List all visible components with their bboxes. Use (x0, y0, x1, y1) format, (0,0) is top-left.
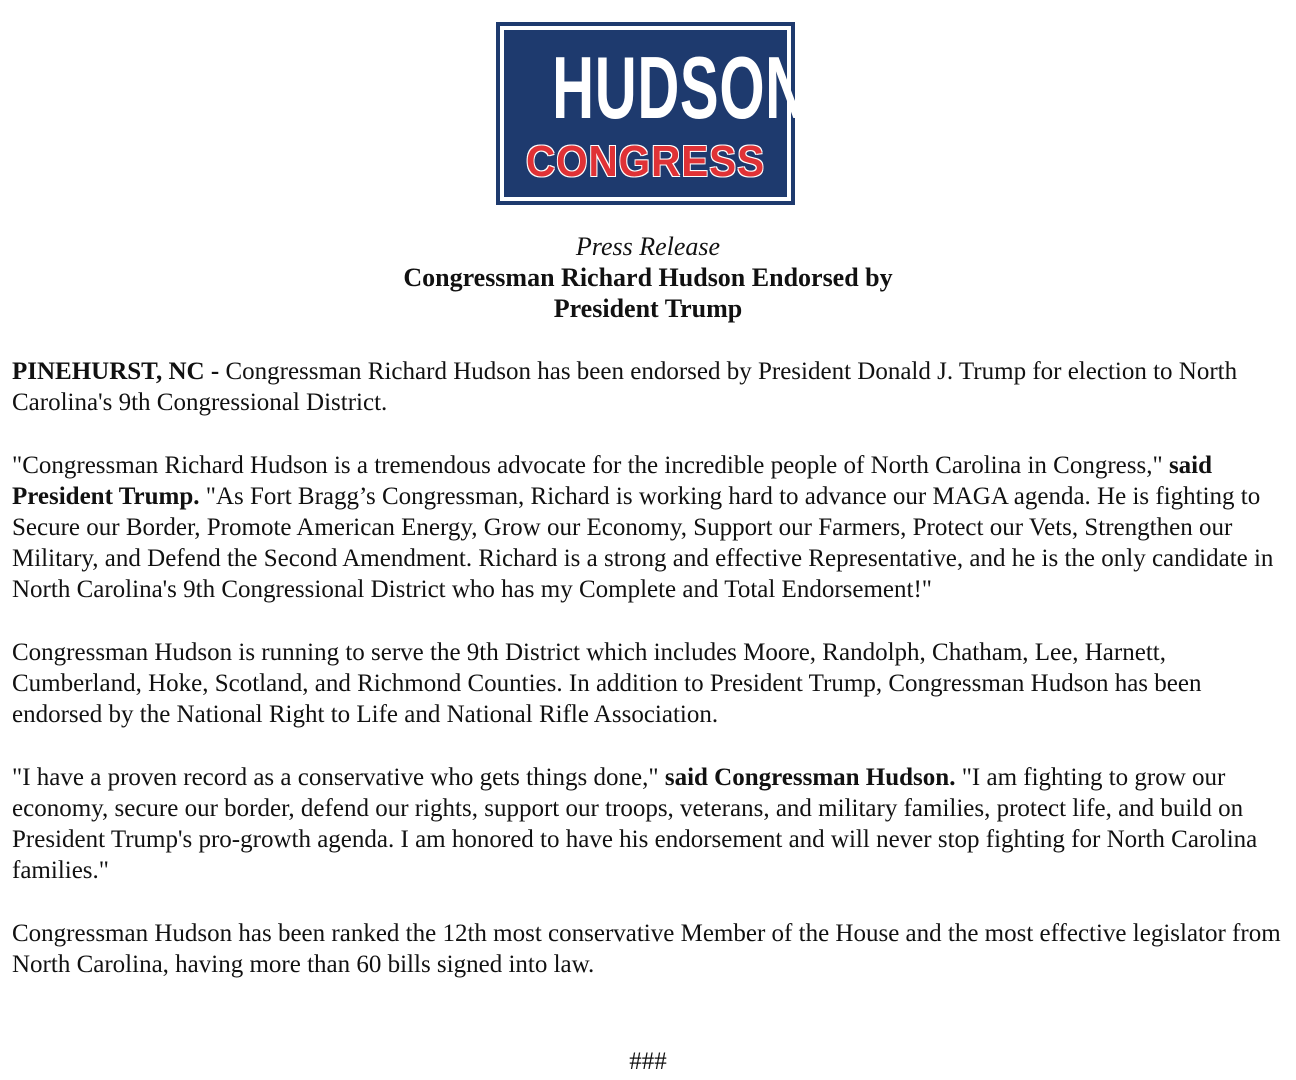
press-release-body (12, 356, 1284, 1011)
trump-attribution: said President Trump. (12, 451, 1213, 510)
trump-quote-part-1: "Congressman Richard Hudson is a tremendous advocate for the incredible people of North Carolina in Congress," (12, 451, 1169, 479)
paragraph-1-text: Congressman Richard Hudson has been endorsed by President Donald J. Trump for election to North Carolina's 9th Congressional District. (12, 358, 1238, 417)
paragraph-trump-quote (12, 450, 1284, 606)
hudson-quote-part-2: "I am fighting to grow our economy, secure our border, defend our rights, support our troops, veterans, and military families, protect life, and build on President Trump's pro-growth agenda. I am honored to have his endorsement and will never stop fighting for North Carolina families." (12, 763, 1258, 885)
logo-panel (504, 30, 808, 197)
trump-quote-part-2: "As Fort Bragg’s Congressman, Richard is working hard to advance our MAGA agenda. He is fighting to Secure our Border, Promote American Energy, Grow our Economy, Support our Farmers, Protect our Vets, Strengthen our Military, and Defend the Second Amendment. Richard is a strong and effective Representative, and he is the only candidate in North Carolina's 9th Congressional District who has my Complete and Total Endorsement!" (12, 482, 1274, 604)
dateline: PINEHURST, NC - (12, 358, 220, 385)
paragraph-hudson-quote (12, 762, 1284, 887)
logo-hudson-text: HUDSON (552, 38, 808, 137)
hudson-attribution: said Congressman Hudson. (664, 763, 956, 791)
end-mark: ### (629, 1048, 667, 1075)
headline (0, 262, 1296, 324)
paragraph-3-text: Congressman Hudson is running to serve the 9th District which includes Moore, Randolph, Chatham, Lee, Harnett, Cumberland, Hoke, Scotland, and Richmond Counties. In addition to President Trump, Congressman Hudson has been endorsed by the National Right to Life and National Rifle Association. (12, 638, 1202, 729)
logo-congress-text: CONGRESS (525, 137, 766, 186)
hudson-congress-logo (496, 22, 808, 205)
headline-line-2: President Trump (553, 294, 743, 323)
headline-line-1: Congressman Richard Hudson Endorsed by (403, 263, 893, 292)
paragraph-dateline (12, 356, 1284, 418)
hudson-quote-part-1: "I have a proven record as a conservative who gets things done," (12, 763, 665, 791)
press-release-label: Press Release (575, 232, 721, 261)
paragraph-ranking (12, 918, 1284, 980)
paragraph-district (12, 637, 1284, 731)
paragraph-5-text: Congressman Hudson has been ranked the 12th most conservative Member of the House and the most effective legislator from North Carolina, having more than 60 bills signed into law. (12, 919, 1281, 978)
